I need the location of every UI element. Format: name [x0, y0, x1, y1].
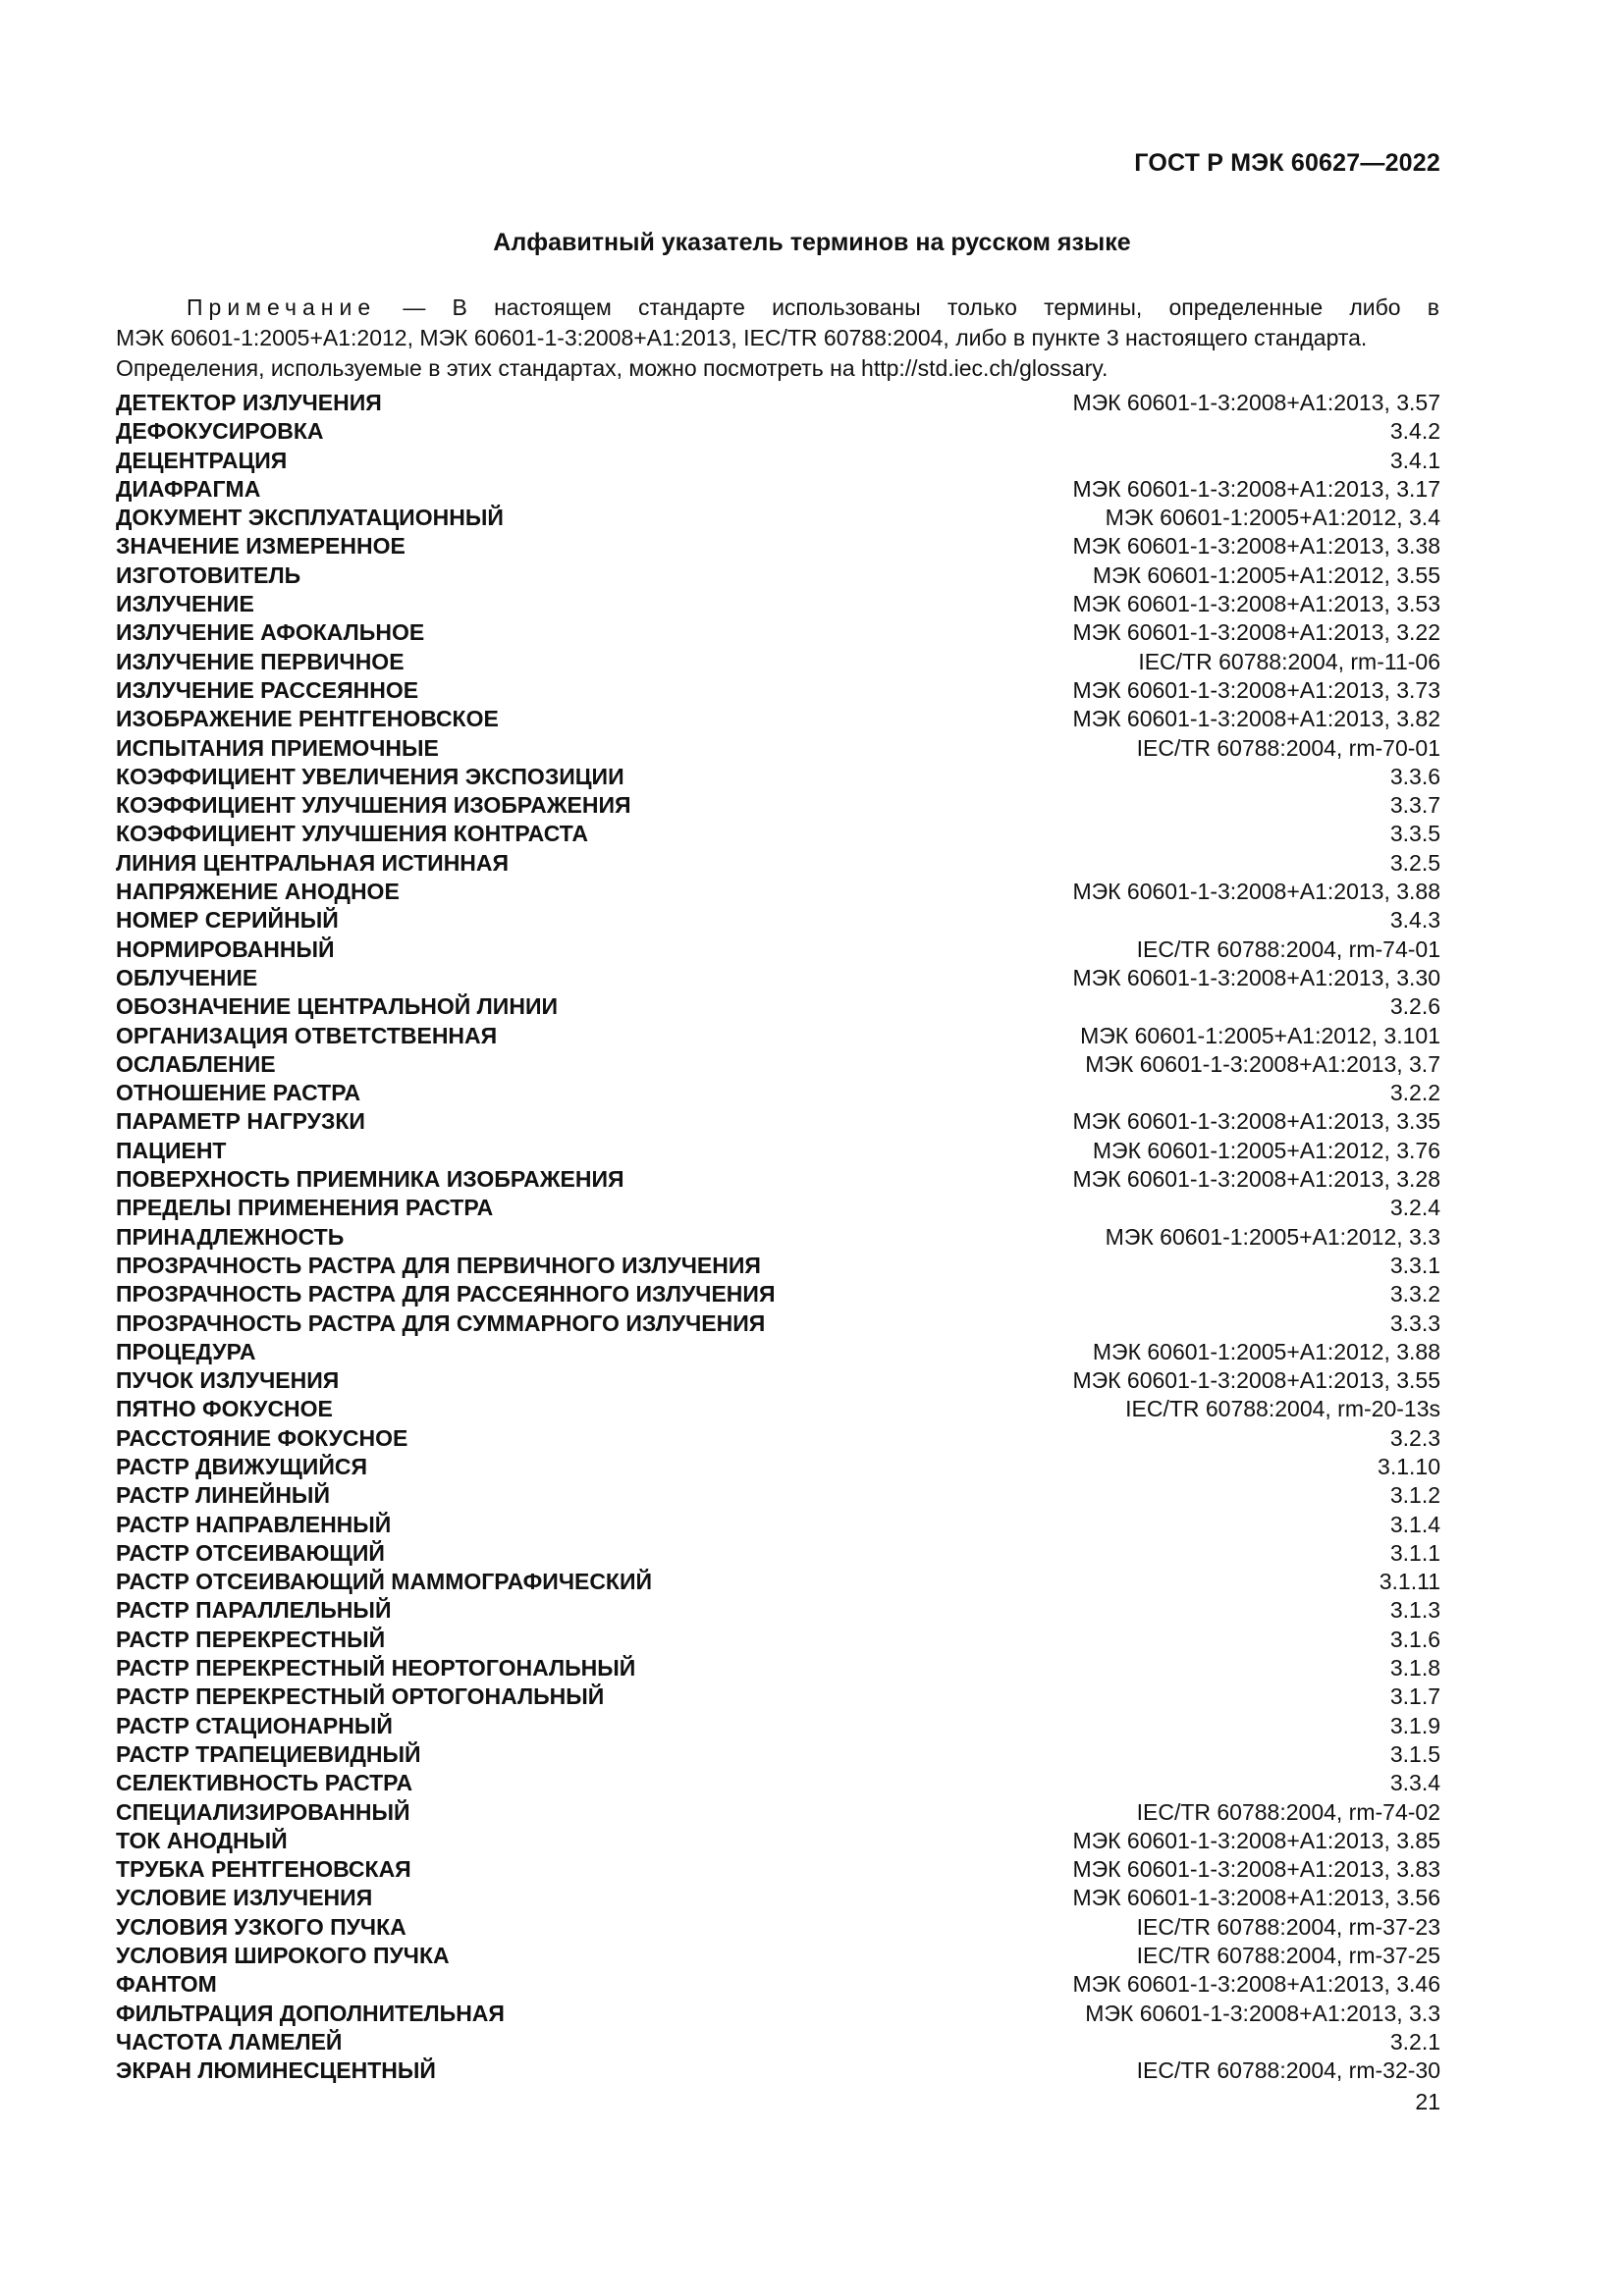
index-term: ДЕФОКУСИРОВКА: [116, 418, 324, 445]
index-reference: IEC/TR 60788:2004, rm-74-02: [1136, 1798, 1440, 1825]
index-entry: [116, 476, 1440, 505]
index-reference: МЭК 60601-1:2005+А1:2012, 3.55: [1092, 561, 1440, 588]
index-reference: 3.4.2: [1389, 418, 1440, 445]
index-reference: 3.1.1: [1389, 1539, 1440, 1566]
index-term: ДОКУМЕНТ ЭКСПЛУАТАЦИОННЫЙ: [116, 505, 504, 531]
index-entry: [116, 792, 1440, 821]
index-entry: [116, 649, 1440, 677]
index-entry: [116, 1713, 1440, 1741]
index-term: ЭКРАН ЛЮМИНЕСЦЕНТНЫЙ: [116, 2057, 436, 2084]
index-entry: [116, 1166, 1440, 1195]
index-term: НОРМИРОВАННЫЙ: [116, 935, 335, 962]
index-term: ИСПЫТАНИЯ ПРИЕМОЧНЫЕ: [116, 734, 439, 761]
index-reference: IEC/TR 60788:2004, rm-37-23: [1136, 1913, 1440, 1940]
index-reference: МЭК 60601-1-3:2008+А1:2013, 3.53: [1072, 591, 1440, 617]
index-reference: 3.1.8: [1389, 1655, 1440, 1682]
index-reference: МЭК 60601-1:2005+А1:2012, 3.88: [1092, 1338, 1440, 1364]
index-reference: МЭК 60601-1:2005+А1:2012, 3.3: [1105, 1223, 1440, 1250]
index-term: РАСТР ДВИЖУЩИЙСЯ: [116, 1453, 368, 1479]
index-reference: 3.3.4: [1389, 1770, 1440, 1796]
index-entry: [116, 735, 1440, 764]
index-entry: [116, 1224, 1440, 1253]
index-entry: [116, 1482, 1440, 1511]
index-entry: [116, 1339, 1440, 1367]
index-entry: [116, 1253, 1440, 1281]
index-entry: [116, 1569, 1440, 1597]
index-term: ДЕТЕКТОР ИЗЛУЧЕНИЯ: [116, 390, 382, 415]
index-reference: IEC/TR 60788:2004, rm-74-01: [1136, 935, 1440, 962]
index-reference: 3.1.5: [1389, 1740, 1440, 1767]
index-reference: МЭК 60601-1-3:2008+А1:2013, 3.22: [1072, 619, 1440, 646]
index-term: ДИАФРАГМА: [116, 475, 261, 502]
index-reference: 3.3.6: [1389, 763, 1440, 789]
index-reference: 3.2.3: [1389, 1424, 1440, 1451]
note-line-1: [116, 293, 1439, 323]
index-term: ПРОЗРАЧНОСТЬ РАСТРА ДЛЯ РАССЕЯННОГО ИЗЛУЧЕНИЯ: [116, 1281, 776, 1308]
index-term: ЧАСТОТА ЛАМЕЛЕЙ: [116, 2028, 343, 2055]
term-index-list: [116, 390, 1440, 2087]
index-reference: МЭК 60601-1-3:2008+А1:2013, 3.35: [1072, 1108, 1440, 1135]
index-term: РАСТР ЛИНЕЙНЫЙ: [116, 1482, 330, 1509]
index-reference: 3.2.6: [1389, 993, 1440, 1020]
index-reference: 3.1.7: [1389, 1683, 1440, 1710]
index-term: ОБЛУЧЕНИЕ: [116, 964, 258, 990]
index-reference: 3.3.5: [1389, 821, 1440, 847]
index-term: ИЗЛУЧЕНИЕ ПЕРВИЧНОЕ: [116, 648, 405, 674]
index-reference: МЭК 60601-1-3:2008+А1:2013, 3.83: [1072, 1856, 1440, 1883]
index-entry: [116, 2057, 1440, 2086]
index-term: ЗНАЧЕНИЕ ИЗМЕРЕННОЕ: [116, 533, 406, 560]
index-entry: [116, 505, 1440, 533]
index-term: КОЭФФИЦИЕНТ УЛУЧШЕНИЯ КОНТРАСТА: [116, 821, 588, 847]
index-reference: МЭК 60601-1:2005+А1:2012, 3.4: [1105, 505, 1440, 531]
page-number: 21: [1415, 2089, 1440, 2114]
index-term: РАСТР ПЕРЕКРЕСТНЫЙ ОРТОГОНАЛЬНЫЙ: [116, 1683, 605, 1710]
index-reference: IEC/TR 60788:2004, rm-11-06: [1138, 648, 1440, 674]
index-term: ПЯТНО ФОКУСНОЕ: [116, 1396, 333, 1422]
index-reference: 3.1.6: [1389, 1626, 1440, 1652]
index-term: ПОВЕРХНОСТЬ ПРИЕМНИКА ИЗОБРАЖЕНИЯ: [116, 1166, 624, 1193]
index-entry: [116, 879, 1440, 907]
index-term: ТРУБКА РЕНТГЕНОВСКАЯ: [116, 1856, 411, 1883]
index-term: ФАНТОМ: [116, 1971, 217, 1998]
note-line-2: МЭК 60601-1:2005+А1:2012, МЭК 60601-1-3:2008+А1:2013, IEC/TR 60788:2004, либо в пункте 3 настоящего стандарта.: [116, 325, 1368, 350]
index-term: РАСТР ОТСЕИВАЮЩИЙ МАММОГРАФИЧЕСКИЙ: [116, 1569, 653, 1595]
index-entry: [116, 2001, 1440, 2029]
index-reference: 3.1.9: [1389, 1712, 1440, 1738]
index-term: ЛИНИЯ ЦЕНТРАЛЬНАЯ ИСТИННАЯ: [116, 849, 510, 876]
index-term: ПРОЦЕДУРА: [116, 1338, 256, 1364]
page-title: Алфавитный указатель терминов на русском языке: [493, 229, 1131, 256]
index-entry: [116, 1512, 1440, 1540]
index-reference: МЭК 60601-1:2005+А1:2012, 3.101: [1080, 1022, 1440, 1048]
index-term: РАСТР ПАРАЛЛЕЛЬНЫЙ: [116, 1597, 392, 1624]
index-entry: [116, 1943, 1440, 1971]
index-reference: 3.3.3: [1389, 1309, 1440, 1336]
index-term: ОСЛАБЛЕНИЕ: [116, 1050, 276, 1077]
index-entry: [116, 448, 1440, 476]
index-entry: [116, 1971, 1440, 2000]
index-entry: [116, 390, 1440, 418]
index-reference: 3.1.2: [1389, 1482, 1440, 1509]
note-line-3: Определения, используемые в этих стандартах, можно посмотреть на http://std.iec.ch/glossary.: [116, 355, 1109, 381]
index-reference: МЭК 60601-1-3:2008+А1:2013, 3.55: [1072, 1367, 1440, 1394]
index-term: УСЛОВИЕ ИЗЛУЧЕНИЯ: [116, 1885, 373, 1911]
index-entry: [116, 907, 1440, 935]
index-term: ИЗГОТОВИТЕЛЬ: [116, 561, 301, 588]
index-entry: [116, 1540, 1440, 1569]
index-entry: [116, 1080, 1440, 1108]
index-entry: [116, 1856, 1440, 1885]
index-entry: [116, 1655, 1440, 1683]
index-term: ИЗОБРАЖЕНИЕ РЕНТГЕНОВСКОЕ: [116, 706, 499, 732]
index-term: КОЭФФИЦИЕНТ УЛУЧШЕНИЯ ИЗОБРАЖЕНИЯ: [116, 792, 631, 819]
index-reference: МЭК 60601-1-3:2008+А1:2013, 3.38: [1072, 533, 1440, 560]
index-entry: [116, 1799, 1440, 1828]
index-entry: [116, 1597, 1440, 1626]
index-entry: [116, 1310, 1440, 1339]
index-entry: [116, 2029, 1440, 2057]
index-entry: [116, 562, 1440, 591]
index-reference: МЭК 60601-1-3:2008+А1:2013, 3.46: [1072, 1971, 1440, 1998]
index-term: ПАРАМЕТР НАГРУЗКИ: [116, 1108, 365, 1135]
index-entry: [116, 1828, 1440, 1856]
index-reference: 3.2.4: [1389, 1195, 1440, 1221]
index-entry: [116, 1108, 1440, 1137]
index-reference: 3.3.7: [1389, 792, 1440, 819]
index-reference: МЭК 60601-1-3:2008+А1:2013, 3.82: [1072, 706, 1440, 732]
index-term: РАСТР СТАЦИОНАРНЫЙ: [116, 1712, 393, 1738]
index-reference: 3.4.1: [1389, 447, 1440, 473]
index-entry: [116, 1396, 1440, 1424]
index-reference: МЭК 60601-1-3:2008+А1:2013, 3.28: [1072, 1166, 1440, 1193]
index-term: ТОК АНОДНЫЙ: [116, 1827, 288, 1853]
index-reference: 3.2.2: [1389, 1080, 1440, 1106]
index-entry: [116, 1367, 1440, 1396]
index-reference: МЭК 60601-1-3:2008+А1:2013, 3.7: [1085, 1050, 1440, 1077]
index-entry: [116, 936, 1440, 965]
index-term: СЕЛЕКТИВНОСТЬ РАСТРА: [116, 1770, 413, 1796]
index-reference: 3.2.1: [1389, 2028, 1440, 2055]
index-entry: [116, 1914, 1440, 1943]
index-entry: [116, 677, 1440, 706]
index-term: СПЕЦИАЛИЗИРОВАННЫЙ: [116, 1798, 410, 1825]
index-entry: [116, 993, 1440, 1022]
index-entry: [116, 1195, 1440, 1223]
index-term: УСЛОВИЯ УЗКОГО ПУЧКА: [116, 1913, 406, 1940]
index-reference: IEC/TR 60788:2004, rm-32-30: [1136, 2057, 1440, 2084]
index-reference: 3.1.4: [1389, 1511, 1440, 1537]
index-entry: [116, 1425, 1440, 1454]
index-entry: [116, 1885, 1440, 1913]
index-term: ИЗЛУЧЕНИЕ АФОКАЛЬНОЕ: [116, 619, 425, 646]
index-entry: [116, 821, 1440, 849]
document-code: ГОСТ Р МЭК 60627—2022: [1134, 149, 1440, 177]
index-reference: МЭК 60601-1-3:2008+А1:2013, 3.88: [1072, 879, 1440, 905]
index-reference: МЭК 60601-1:2005+А1:2012, 3.76: [1092, 1137, 1440, 1163]
index-term: ПРОЗРАЧНОСТЬ РАСТРА ДЛЯ ПЕРВИЧНОГО ИЗЛУЧЕНИЯ: [116, 1252, 761, 1278]
index-entry: [116, 1741, 1440, 1770]
index-entry: [116, 619, 1440, 648]
index-reference: 3.3.2: [1389, 1281, 1440, 1308]
index-reference: МЭК 60601-1-3:2008+А1:2013, 3.3: [1085, 2000, 1440, 2026]
note-block: [116, 293, 1439, 384]
index-term: ПРЕДЕЛЫ ПРИМЕНЕНИЯ РАСТРА: [116, 1195, 494, 1221]
index-term: ИЗЛУЧЕНИЕ: [116, 591, 254, 617]
index-term: ИЗЛУЧЕНИЕ РАССЕЯННОЕ: [116, 676, 419, 703]
index-reference: 3.1.11: [1379, 1569, 1440, 1595]
index-reference: 3.3.1: [1389, 1252, 1440, 1278]
index-entry: [116, 1683, 1440, 1712]
index-reference: МЭК 60601-1-3:2008+А1:2013, 3.57: [1072, 390, 1440, 415]
index-entry: [116, 1454, 1440, 1482]
index-entry: [116, 1138, 1440, 1166]
index-term: РАСТР ТРАПЕЦИЕВИДНЫЙ: [116, 1740, 421, 1767]
index-term: ПРОЗРАЧНОСТЬ РАСТРА ДЛЯ СУММАРНОГО ИЗЛУЧЕНИЯ: [116, 1309, 766, 1336]
index-term: РАСТР ПЕРЕКРЕСТНЫЙ: [116, 1626, 386, 1652]
index-term: НОМЕР СЕРИЙНЫЙ: [116, 907, 339, 934]
index-term: РАСТР ПЕРЕКРЕСТНЫЙ НЕОРТОГОНАЛЬНЫЙ: [116, 1655, 636, 1682]
index-term: ОРГАНИЗАЦИЯ ОТВЕТСТВЕННАЯ: [116, 1022, 498, 1048]
index-term: РАСТР ОТСЕИВАЮЩИЙ: [116, 1539, 385, 1566]
index-term: ПУЧОК ИЗЛУЧЕНИЯ: [116, 1367, 340, 1394]
index-term: КОЭФФИЦИЕНТ УВЕЛИЧЕНИЯ ЭКСПОЗИЦИИ: [116, 763, 624, 789]
note-text-1: — В настоящем стандарте использованы только термины, определенные либо в: [403, 294, 1439, 320]
index-reference: IEC/TR 60788:2004, rm-37-25: [1136, 1943, 1440, 1969]
index-term: ДЕЦЕНТРАЦИЯ: [116, 447, 288, 473]
index-entry: [116, 1051, 1440, 1080]
index-term: РАССТОЯНИЕ ФОКУСНОЕ: [116, 1424, 408, 1451]
index-entry: [116, 706, 1440, 734]
index-entry: [116, 1023, 1440, 1051]
index-term: ПРИНАДЛЕЖНОСТЬ: [116, 1223, 345, 1250]
index-entry: [116, 850, 1440, 879]
index-term: НАПРЯЖЕНИЕ АНОДНОЕ: [116, 879, 400, 905]
index-term: ПАЦИЕНТ: [116, 1137, 227, 1163]
index-entry: [116, 1627, 1440, 1655]
note-label: Примечание: [187, 294, 377, 320]
index-reference: МЭК 60601-1-3:2008+А1:2013, 3.73: [1072, 676, 1440, 703]
index-entry: [116, 418, 1440, 447]
index-reference: IEC/TR 60788:2004, rm-70-01: [1136, 734, 1440, 761]
index-entry: [116, 764, 1440, 792]
index-entry: [116, 1770, 1440, 1798]
index-reference: 3.4.3: [1389, 907, 1440, 934]
index-reference: МЭК 60601-1-3:2008+А1:2013, 3.56: [1072, 1885, 1440, 1911]
index-term: ОБОЗНАЧЕНИЕ ЦЕНТРАЛЬНОЙ ЛИНИИ: [116, 993, 559, 1020]
index-reference: 3.1.10: [1378, 1453, 1440, 1479]
index-entry: [116, 591, 1440, 619]
index-reference: 3.1.3: [1389, 1597, 1440, 1624]
index-reference: 3.2.5: [1389, 849, 1440, 876]
index-entry: [116, 1281, 1440, 1309]
index-reference: МЭК 60601-1-3:2008+А1:2013, 3.17: [1072, 475, 1440, 502]
index-reference: МЭК 60601-1-3:2008+А1:2013, 3.85: [1072, 1827, 1440, 1853]
index-term: ОТНОШЕНИЕ РАСТРА: [116, 1080, 361, 1106]
index-term: УСЛОВИЯ ШИРОКОГО ПУЧКА: [116, 1943, 450, 1969]
index-reference: IEC/TR 60788:2004, rm-20-13s: [1125, 1396, 1440, 1422]
index-term: РАСТР НАПРАВЛЕННЫЙ: [116, 1511, 392, 1537]
index-entry: [116, 533, 1440, 561]
index-reference: МЭК 60601-1-3:2008+А1:2013, 3.30: [1072, 964, 1440, 990]
index-term: ФИЛЬТРАЦИЯ ДОПОЛНИТЕЛЬНАЯ: [116, 2000, 505, 2026]
index-entry: [116, 965, 1440, 993]
